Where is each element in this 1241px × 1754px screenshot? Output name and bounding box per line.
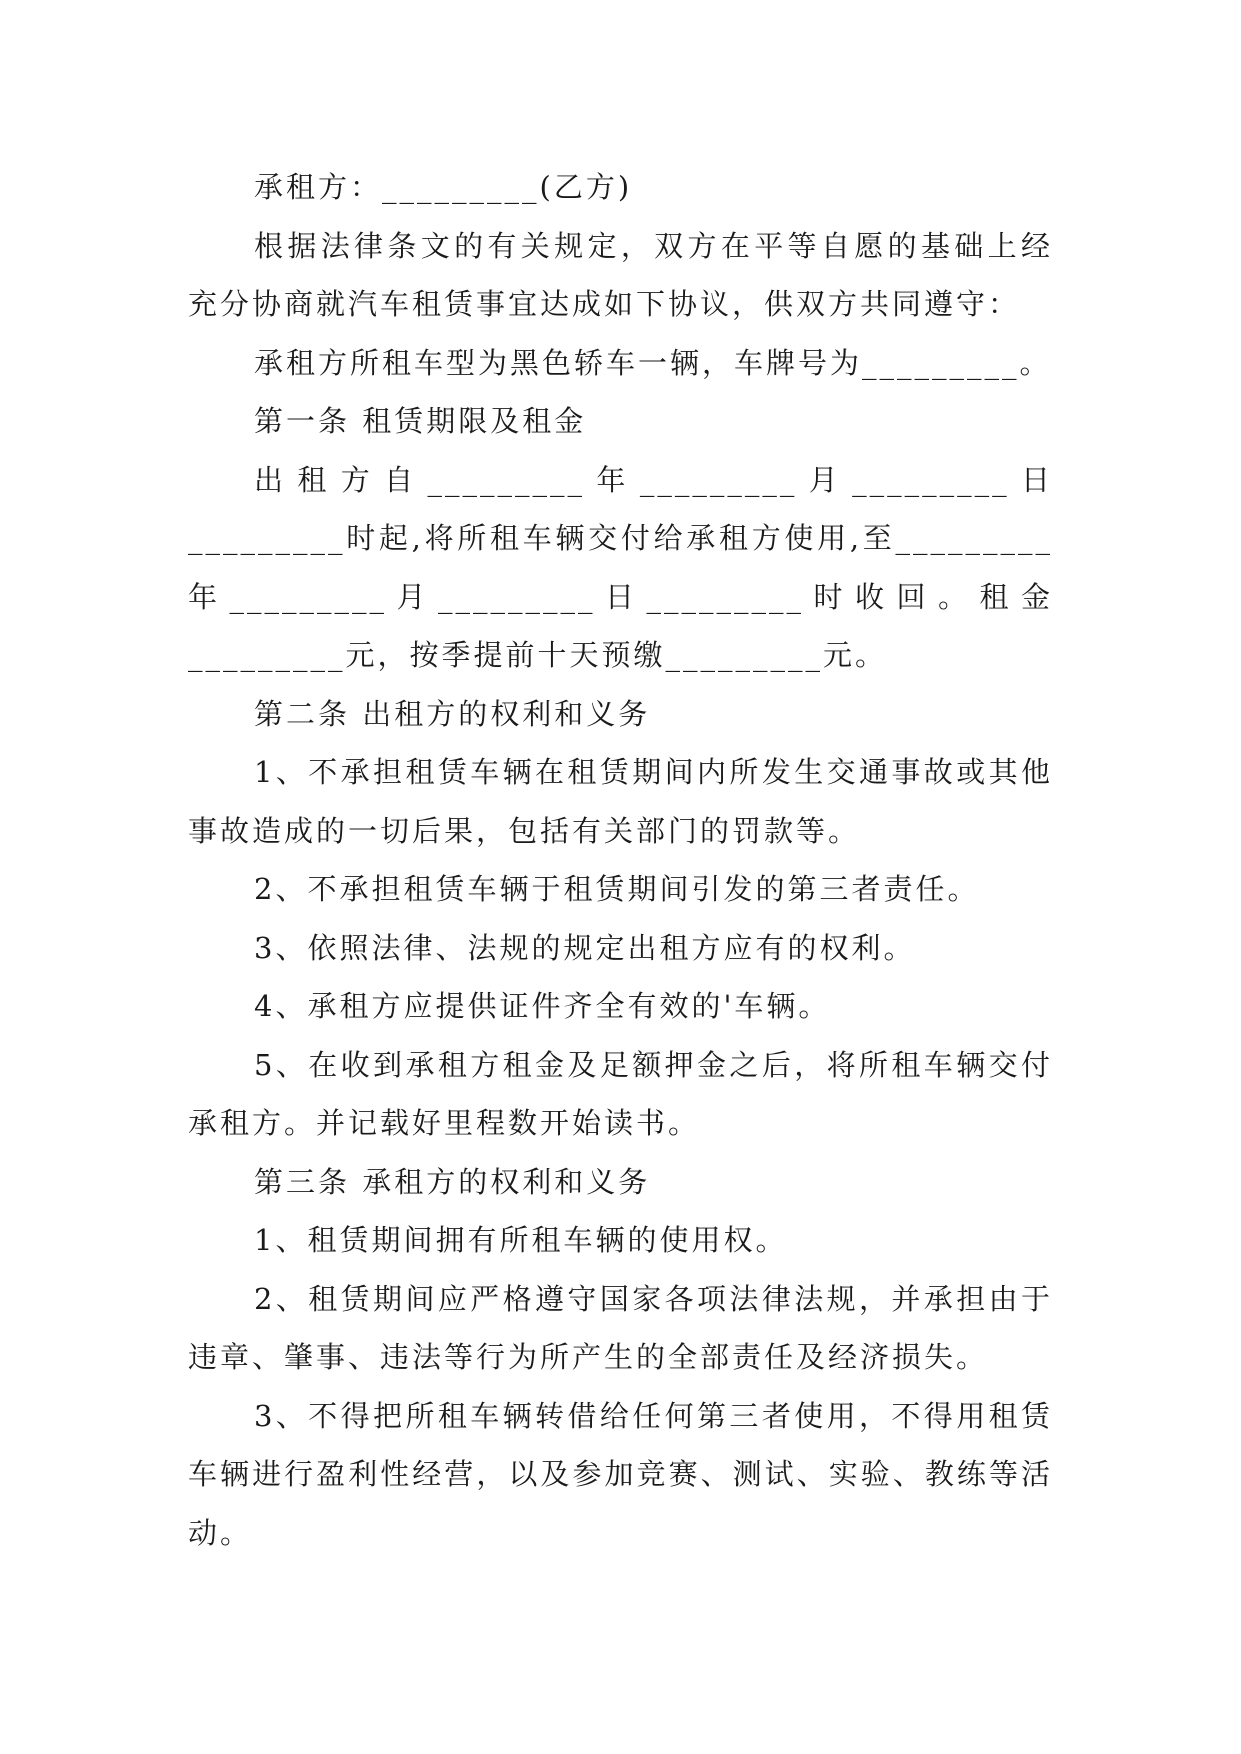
article-3-item-3: 3、不得把所租车辆转借给任何第三者使用，不得用租赁车辆进行盈利性经营，以及参加竞赛、测试、实验、教练等活动。 <box>188 1398 1053 1550</box>
article-2-item-3: 3、依照法律、法规的规定出租方应有的权利。 <box>254 930 916 965</box>
article-1-term-paragraph: 出租方自_________年_________月_________日_________时起,将所租车辆交付给承租方使用,至_________年_________月_________日_________时收回。租金_________元，按季提前十天预缴_________元。 <box>188 462 1053 672</box>
article-2-item-4: 4、承租方应提供证件齐全有效的'车辆。 <box>254 989 831 1023</box>
article-2-heading: 第二条 出租方的权利和义务 <box>254 696 651 731</box>
article-3-heading: 第三条 承租方的权利和义务 <box>254 1164 651 1199</box>
contract-body <box>188 158 1053 1562</box>
lessee-line: 承租方：_________(乙方) <box>254 170 633 204</box>
article-3-item-2: 2、租赁期间应严格遵守国家各项法律法规，并承担由于违章、肇事、违法等行为所产生的全部责任及经济损失。 <box>188 1281 1053 1374</box>
preamble-paragraph: 根据法律条文的有关规定，双方在平等自愿的基础上经充分协商就汽车租赁事宜达成如下协议，供双方共同遵守： <box>188 228 1053 321</box>
article-1-heading: 第一条 租赁期限及租金 <box>254 404 587 438</box>
article-2-item-5: 5、在收到承租方租金及足额押金之后，将所租车辆交付承租方。并记载好里程数开始读书。 <box>188 1047 1053 1140</box>
article-3-item-1: 1、租赁期间拥有所租车辆的使用权。 <box>254 1223 788 1257</box>
vehicle-paragraph: 承租方所租车型为黑色轿车一辆，车牌号为_________。 <box>254 345 1052 380</box>
article-2-item-2: 2、不承担租赁车辆于租赁期间引发的第三者责任。 <box>254 872 980 906</box>
article-2-item-1: 1、不承担租赁车辆在租赁期间内所发生交通事故或其他事故造成的一切后果，包括有关部门的罚款等。 <box>188 755 1053 848</box>
